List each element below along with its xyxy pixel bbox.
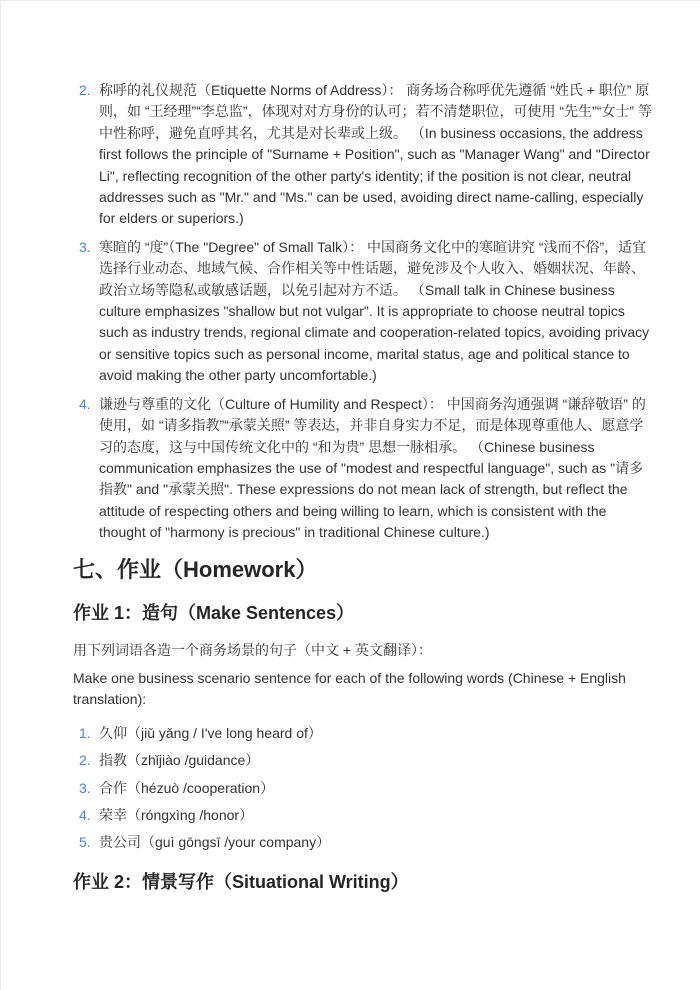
word-text: 久仰（jiǔ yǎng / I've long heard of） xyxy=(99,724,322,741)
list-number: 3. xyxy=(79,238,91,255)
document-content xyxy=(73,80,656,894)
word-text: 贵公司（guì gōngsī /your company） xyxy=(99,834,331,851)
homework-task1-heading: 作业 1：造句（Make Sentences） xyxy=(73,602,355,623)
list-number: 2. xyxy=(79,752,91,769)
homework-task2-heading: 作业 2：情景写作（Situational Writing） xyxy=(73,871,409,892)
word-item-4 xyxy=(73,805,656,826)
list-number: 5. xyxy=(79,834,91,851)
list-number: 2. xyxy=(79,82,91,98)
etiquette-point-2 xyxy=(73,80,656,230)
word-text: 指教（zhǐjiào /guidance） xyxy=(99,752,260,769)
word-item-3 xyxy=(73,778,656,799)
word-text: 荣幸（róngxìng /honor） xyxy=(99,806,254,823)
word-item-5 xyxy=(73,832,656,853)
list-number: 3. xyxy=(79,779,91,796)
task1-word-list xyxy=(73,723,656,854)
list-item-text: 寒暄的 “度”（The "Degree" of Small Talk）： 中国商务文化中的寒暄讲究 “浅而不俗”，适宜选择行业动态、地域气候、合作相关等中性话题，避免涉及个人收入、婚姻状况、年龄、政治立场等隐私或敏感话题，以免引起对方不适。 （Small talk in Chinese business culture emphasizes "shallow but not vulgar". It is appropriate to choose neutral topics such as industry trends, regional climate and cooperation-related topics, avoiding privacy or sensitive topics such as personal income, marital status, age and political stance to avoid making the other party uncomfortable.) xyxy=(99,238,650,384)
word-item-2 xyxy=(73,750,656,771)
list-item-text: 谦逊与尊重的文化（Culture of Humility and Respect）： 中国商务沟通强调 “谦辞敬语” 的使用，如 “请多指教”“承蒙关照” 等表达，并非自身实力不足，而是体现尊重他人、愿意学习的态度，这与中国传统文化中的 “和为贵” 思想一脉相承。 （Chinese business communication emphasizes the use of "modest and respectful language", such as "请多指教" and "承蒙关照". These expressions do not mean lack of strength, but reflect the attitude of respecting others and being willing to learn, which is consistent with the thought of "harmony is precious" in traditional Chinese culture.) xyxy=(99,395,646,541)
homework-section-heading: 七、作业（Homework） xyxy=(73,556,318,582)
etiquette-point-4 xyxy=(73,394,656,544)
etiquette-point-3 xyxy=(73,237,656,387)
list-number: 1. xyxy=(79,724,91,741)
list-item-text: 称呼的礼仪规范（Etiquette Norms of Address）： 商务场合称呼优先遵循 “姓氏 + 职位” 原则，如 “王经理”“李总监”，体现对对方身份的认可；若不清楚职位，可使用 “先生”“女士” 等中性称呼，避免直呼其名，尤其是对长辈或上级。 （In business occasions, the address first follows the principle of "Surname + Position", such as "Manager Wang" and "Director Li", reflecting recognition of the other party's identity; if the position is not clear, neutral addresses such as "Mr." and "Ms." can be used, avoiding direct name-calling, especially for elders or superiors.) xyxy=(99,82,652,227)
word-text: 合作（hézuò /cooperation） xyxy=(99,779,275,796)
list-number: 4. xyxy=(79,806,91,823)
task1-instruction-en: Make one business scenario sentence for each of the following words (Chinese + English translation): xyxy=(73,669,626,708)
word-item-1 xyxy=(73,723,656,744)
list-number: 4. xyxy=(79,395,91,412)
task1-instruction-zh: 用下列词语各造一个商务场景的句子（中文 + 英文翻译）： xyxy=(73,641,432,658)
